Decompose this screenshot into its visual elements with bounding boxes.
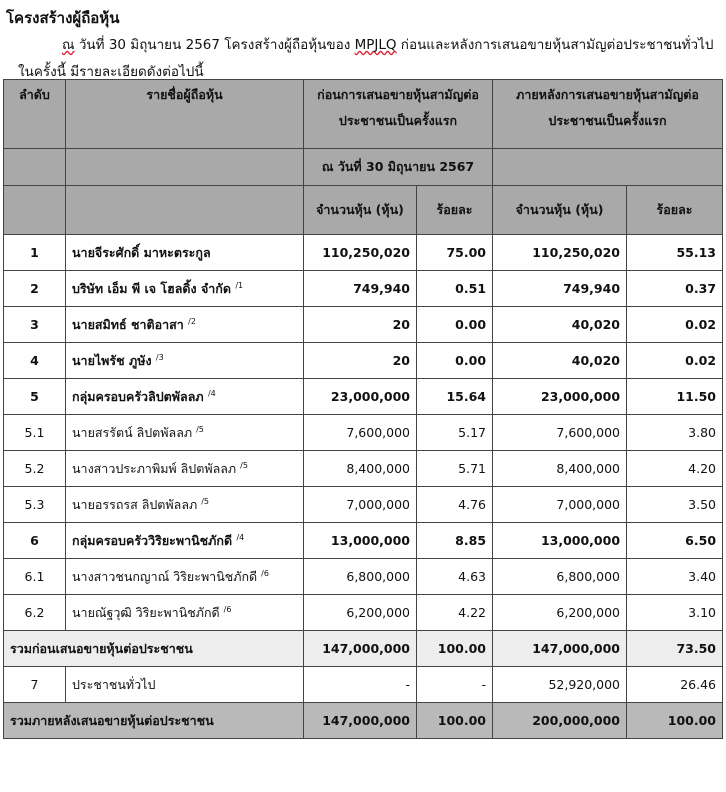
row-after-percent — [627, 523, 723, 559]
row-no-text: 5.3 — [24, 497, 45, 512]
row-after-shares-text: 110,250,020 — [532, 245, 621, 260]
row-before-shares-text: 7,600,000 — [346, 425, 410, 440]
public-after-percent: 26.46 — [627, 667, 723, 703]
row-after-percent — [627, 307, 723, 343]
row-name-text: นายสรรัตน์ ลิปตพัลลภ — [72, 424, 193, 440]
row-after-shares-text: 40,020 — [571, 353, 621, 368]
row-no — [4, 343, 66, 379]
row-before-shares-text: 7,000,000 — [346, 497, 410, 512]
header-spacer — [4, 149, 66, 186]
table-row — [4, 595, 723, 631]
table-row — [4, 235, 723, 271]
row-before-shares — [304, 415, 417, 451]
row-after-percent-text: 11.50 — [676, 389, 717, 404]
row-before-shares-text: 8,400,000 — [346, 461, 410, 476]
row-name-text: นายณัฐวุฒิ วิริยะพานิชภักดี — [72, 604, 220, 620]
row-no-text: 6.2 — [24, 605, 45, 620]
row-after-percent-text: 3.50 — [688, 497, 717, 512]
table-row — [4, 307, 723, 343]
header-after: ภายหลังการเสนอขายหุ้นสามัญต่อประชาชนเป็นครั้งแรก — [493, 80, 723, 149]
public-name: ประชาชนทั่วไป — [66, 667, 304, 703]
header-spacer — [4, 186, 66, 235]
row-after-percent-text: 0.02 — [685, 317, 717, 332]
row-before-shares — [304, 487, 417, 523]
row-before-percent — [417, 559, 493, 595]
total-after-shares: 200,000,000 — [493, 703, 627, 739]
row-after-percent — [627, 235, 723, 271]
row-after-percent-text: 0.02 — [685, 353, 717, 368]
row-before-percent-text: 8.85 — [455, 533, 487, 548]
intro-text-1: วันที่ 30 มิถุนายน 2567 โครงสร้างผู้ถือหุ้นของ — [74, 37, 355, 53]
row-before-shares-text: 6,200,000 — [346, 605, 410, 620]
row-after-percent-text: 0.37 — [685, 281, 717, 296]
row-before-percent-text: 0.51 — [455, 281, 487, 296]
row-before-percent — [417, 451, 493, 487]
row-before-shares-text: 20 — [392, 317, 410, 332]
row-before-shares — [304, 379, 417, 415]
header-spacer — [66, 186, 304, 235]
row-before-percent — [417, 307, 493, 343]
row-no — [4, 451, 66, 487]
header-after-shares: จำนวนหุ้น (หุ้น) — [493, 186, 627, 235]
row-name-text: นายไพรัช ภูษัง — [72, 352, 152, 368]
public-row — [4, 667, 723, 703]
row-before-percent — [417, 379, 493, 415]
row-after-shares — [493, 451, 627, 487]
subtotal-before-percent: 100.00 — [417, 631, 493, 667]
total-label: รวมภายหลังเสนอขายหุ้นต่อประชาชน — [4, 703, 304, 739]
row-after-percent — [627, 343, 723, 379]
footnote-marker: /1 — [235, 280, 244, 290]
row-before-percent — [417, 343, 493, 379]
row-name — [66, 451, 304, 487]
row-name — [66, 559, 304, 595]
header-as-of: ณ วันที่ 30 มิถุนายน 2567 — [304, 149, 493, 186]
row-after-shares — [493, 595, 627, 631]
row-before-percent — [417, 235, 493, 271]
row-no-text: 2 — [30, 281, 39, 296]
public-no: 7 — [4, 667, 66, 703]
table-body — [4, 235, 723, 739]
row-before-percent — [417, 487, 493, 523]
total-before-percent: 100.00 — [417, 703, 493, 739]
row-before-shares — [304, 595, 417, 631]
intro-text-2: ก่อนและหลังการเสนอขายหุ้นสามัญต่อประชาชนทั่วไปในครั้งนี้ มีรายละเอียดดังต่อไปนี้ — [18, 37, 714, 80]
row-before-percent — [417, 415, 493, 451]
intro-prefix: ณ — [62, 37, 75, 53]
row-after-shares — [493, 415, 627, 451]
footnote-marker: /6 — [223, 604, 232, 614]
row-after-shares — [493, 487, 627, 523]
row-no-text: 6 — [30, 533, 39, 548]
page-title: โครงสร้างผู้ถือหุ้น — [6, 9, 120, 27]
row-name — [66, 595, 304, 631]
row-before-percent-text: 5.71 — [458, 461, 487, 476]
row-name-text: กลุ่มครอบครัวลิปตพัลลภ — [72, 388, 204, 404]
footnote-marker: /5 — [196, 424, 204, 434]
row-name — [66, 523, 304, 559]
header-after-percent: ร้อยละ — [627, 186, 723, 235]
row-before-percent-text: 5.17 — [458, 425, 487, 440]
company-name: MPJLQ — [354, 37, 397, 53]
row-after-percent — [627, 451, 723, 487]
row-before-shares — [304, 559, 417, 595]
subtotal-after-percent: 73.50 — [627, 631, 723, 667]
row-before-shares — [304, 451, 417, 487]
row-before-percent — [417, 523, 493, 559]
row-no — [4, 379, 66, 415]
row-after-shares-text: 6,200,000 — [556, 605, 621, 620]
row-name — [66, 343, 304, 379]
row-before-shares — [304, 271, 417, 307]
footnote-marker: /2 — [188, 316, 196, 326]
row-after-percent — [627, 595, 723, 631]
footnote-marker: /4 — [207, 388, 216, 398]
row-after-percent — [627, 415, 723, 451]
public-before-percent: - — [417, 667, 493, 703]
row-name — [66, 415, 304, 451]
row-no-text: 1 — [30, 245, 39, 260]
row-name — [66, 307, 304, 343]
intro-paragraph — [18, 32, 718, 86]
row-no — [4, 307, 66, 343]
row-no — [4, 559, 66, 595]
row-after-percent — [627, 487, 723, 523]
subtotal-row — [4, 631, 723, 667]
row-before-percent — [417, 271, 493, 307]
row-after-percent-text: 3.80 — [688, 425, 717, 440]
row-after-shares — [493, 235, 627, 271]
row-before-percent-text: 15.64 — [446, 389, 487, 404]
row-before-percent-text: 4.76 — [458, 497, 487, 512]
table-row — [4, 487, 723, 523]
row-after-shares — [493, 343, 627, 379]
row-name — [66, 487, 304, 523]
row-name — [66, 271, 304, 307]
total-row — [4, 703, 723, 739]
row-before-shares-text: 23,000,000 — [330, 389, 410, 404]
footnote-marker: /6 — [261, 568, 269, 578]
header-no: ลำดับ — [4, 80, 66, 149]
row-no-text: 4 — [30, 353, 39, 368]
total-after-percent: 100.00 — [627, 703, 723, 739]
row-before-shares — [304, 235, 417, 271]
row-no — [4, 523, 66, 559]
row-after-percent — [627, 379, 723, 415]
header-name: รายชื่อผู้ถือหุ้น — [66, 80, 304, 149]
public-after-shares: 52,920,000 — [493, 667, 627, 703]
row-no-text: 5.1 — [24, 425, 45, 440]
row-before-percent-text: 0.00 — [455, 317, 487, 332]
table-row — [4, 379, 723, 415]
row-no-text: 3 — [30, 317, 39, 332]
table-row — [4, 559, 723, 595]
table-row — [4, 451, 723, 487]
row-no — [4, 415, 66, 451]
row-name-text: กลุ่มครอบครัววิริยะพานิชภักดี — [72, 532, 233, 548]
row-before-shares-text: 13,000,000 — [330, 533, 410, 548]
row-name-text: บริษัท เอ็ม พี เจ โฮลดิ้ง จำกัด — [72, 280, 231, 296]
row-name-text: นายสมิทธ์ ชาติอาสา — [72, 316, 184, 332]
header-spacer — [66, 149, 304, 186]
row-after-shares — [493, 523, 627, 559]
row-after-shares — [493, 271, 627, 307]
header-before: ก่อนการเสนอขายหุ้นสามัญต่อประชาชนเป็นครั้งแรก — [304, 80, 493, 149]
table-row — [4, 415, 723, 451]
total-before-shares: 147,000,000 — [304, 703, 417, 739]
row-after-percent — [627, 559, 723, 595]
row-after-shares-text: 7,600,000 — [556, 425, 621, 440]
subtotal-before-shares: 147,000,000 — [304, 631, 417, 667]
row-before-percent-text: 0.00 — [455, 353, 487, 368]
row-name-text: นายจีระศักดิ์ มาหะตระกูล — [72, 244, 211, 260]
table-row — [4, 343, 723, 379]
row-after-shares-text: 8,400,000 — [556, 461, 621, 476]
row-before-percent-text: 4.22 — [458, 605, 487, 620]
header-before-percent: ร้อยละ — [417, 186, 493, 235]
row-after-shares — [493, 379, 627, 415]
row-after-shares-text: 13,000,000 — [540, 533, 621, 548]
row-after-shares-text: 6,800,000 — [556, 569, 621, 584]
row-after-percent-text: 3.40 — [688, 569, 717, 584]
row-name-text: นางสาวชนกญาณ์ วิริยะพานิชภักดี — [72, 568, 258, 584]
row-before-shares-text: 20 — [392, 353, 410, 368]
row-name-text: นายอรรถรส ลิปตพัลลภ — [72, 496, 198, 512]
row-before-shares — [304, 343, 417, 379]
row-no-text: 5 — [30, 389, 39, 404]
row-before-shares — [304, 523, 417, 559]
table-row — [4, 523, 723, 559]
row-name — [66, 235, 304, 271]
row-before-shares — [304, 307, 417, 343]
row-after-shares-text: 23,000,000 — [540, 389, 621, 404]
row-before-percent — [417, 595, 493, 631]
public-before-shares: - — [304, 667, 417, 703]
row-after-percent-text: 6.50 — [685, 533, 717, 548]
row-after-percent-text: 3.10 — [688, 605, 717, 620]
footnote-marker: /4 — [236, 532, 245, 542]
row-no — [4, 487, 66, 523]
subtotal-label: รวมก่อนเสนอขายหุ้นต่อประชาชน — [4, 631, 304, 667]
footnote-marker: /5 — [201, 496, 210, 506]
row-before-shares-text: 6,800,000 — [346, 569, 410, 584]
footnote-marker: /3 — [155, 352, 164, 362]
row-no-text: 5.2 — [24, 461, 45, 476]
row-no — [4, 235, 66, 271]
row-name — [66, 379, 304, 415]
row-after-shares-text: 749,940 — [563, 281, 621, 296]
footnote-marker: /5 — [240, 460, 248, 470]
row-before-shares-text: 749,940 — [353, 281, 410, 296]
row-before-percent-text: 75.00 — [446, 245, 487, 260]
shareholder-table — [3, 79, 723, 739]
subtotal-after-shares: 147,000,000 — [493, 631, 627, 667]
row-no-text: 6.1 — [24, 569, 45, 584]
row-after-shares — [493, 559, 627, 595]
row-name-text: นางสาวประภาพิมพ์ ลิปตพัลลภ — [72, 460, 237, 476]
header-spacer — [493, 149, 723, 186]
row-after-shares-text: 7,000,000 — [556, 497, 621, 512]
row-after-percent — [627, 271, 723, 307]
table-row — [4, 271, 723, 307]
row-before-percent-text: 4.63 — [458, 569, 487, 584]
row-after-shares-text: 40,020 — [571, 317, 621, 332]
row-before-shares-text: 110,250,020 — [322, 245, 410, 260]
row-after-percent-text: 4.20 — [688, 461, 717, 476]
header-before-shares: จำนวนหุ้น (หุ้น) — [304, 186, 417, 235]
row-after-percent-text: 55.13 — [676, 245, 717, 260]
row-after-shares — [493, 307, 627, 343]
row-no — [4, 271, 66, 307]
row-no — [4, 595, 66, 631]
